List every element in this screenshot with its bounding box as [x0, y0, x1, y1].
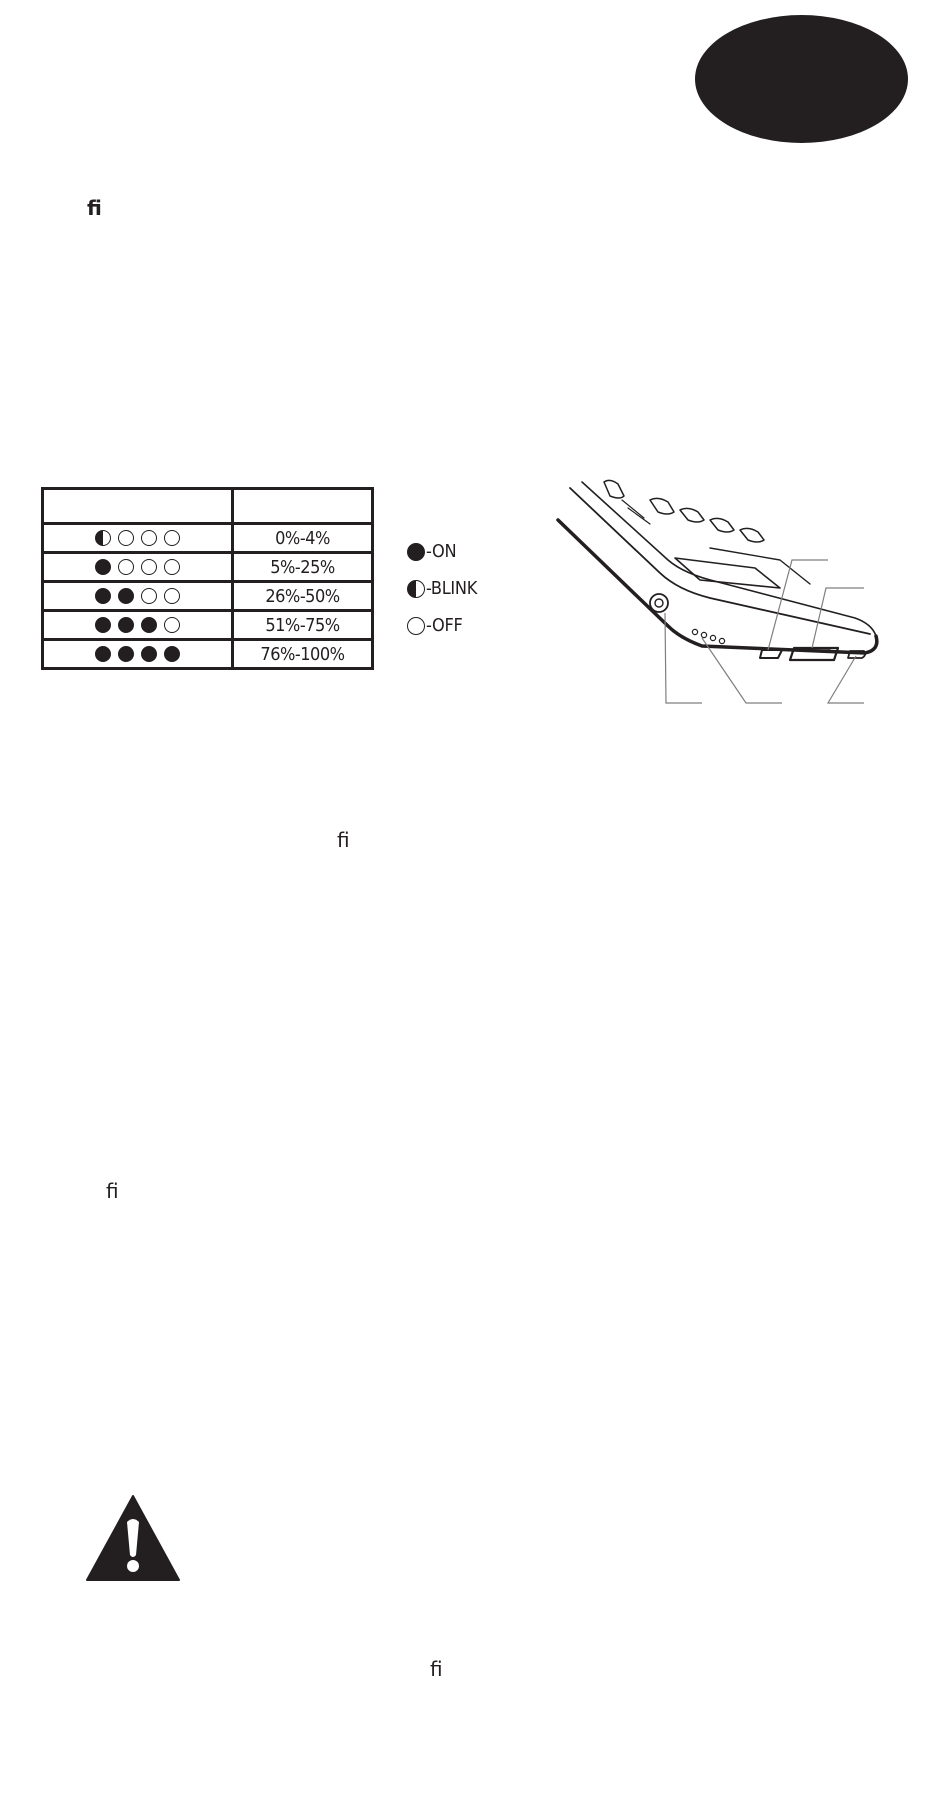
led-off-icon [118, 530, 134, 546]
charge-range-cell: 51%-75% [233, 611, 373, 640]
led-indicator-cell [43, 640, 233, 669]
charge-range-cell: 26%-50% [233, 582, 373, 611]
led-off-icon [164, 588, 180, 604]
battery-level-table [41, 487, 374, 670]
led-on-icon [141, 646, 157, 662]
led-on-icon [118, 646, 134, 662]
legend-off [407, 607, 477, 644]
led-off-icon [407, 617, 425, 635]
led-indicator-cell [43, 553, 233, 582]
led-blink-icon [95, 530, 111, 546]
led-indicator-cell [43, 582, 233, 611]
led-off-icon [164, 559, 180, 575]
warning-triangle-icon [85, 1494, 181, 1582]
text-fragment-1: ﬁ [87, 196, 102, 220]
legend-on [407, 533, 477, 570]
page-badge-oval [695, 15, 908, 143]
text-fragment-3: ﬁ [106, 1179, 119, 1203]
led-off-icon [141, 559, 157, 575]
legend-on-label: -ON [426, 541, 457, 562]
led-on-icon [95, 588, 111, 604]
table-row [43, 640, 373, 669]
led-on-icon [118, 588, 134, 604]
led-on-icon [95, 617, 111, 633]
charge-range-cell: 5%-25% [233, 553, 373, 582]
led-indicator-cell [43, 611, 233, 640]
charge-range-cell: 76%-100% [233, 640, 373, 669]
led-off-icon [164, 617, 180, 633]
table-header-led [43, 489, 233, 524]
led-on-icon [95, 646, 111, 662]
led-legend [407, 533, 477, 644]
led-off-icon [164, 530, 180, 546]
table-row [43, 524, 373, 553]
led-on-icon [164, 646, 180, 662]
power-bank-illustration [550, 478, 890, 718]
led-off-icon [118, 559, 134, 575]
table-header-row [43, 489, 373, 524]
table-row [43, 553, 373, 582]
legend-blink-label: -BLINK [426, 578, 478, 599]
led-indicator-cell [43, 524, 233, 553]
legend-blink [407, 570, 477, 607]
led-on-icon [141, 617, 157, 633]
table-row [43, 582, 373, 611]
table-header-range [233, 489, 373, 524]
text-fragment-2: ﬁ [337, 828, 350, 852]
led-blink-icon [407, 580, 425, 598]
led-off-icon [141, 588, 157, 604]
led-on-icon [95, 559, 111, 575]
table-row [43, 611, 373, 640]
charge-range-cell: 0%-4% [233, 524, 373, 553]
led-off-icon [141, 530, 157, 546]
led-on-icon [407, 543, 425, 561]
led-on-icon [118, 617, 134, 633]
legend-off-label: -OFF [426, 615, 463, 636]
text-fragment-4: ﬁ [430, 1657, 443, 1681]
